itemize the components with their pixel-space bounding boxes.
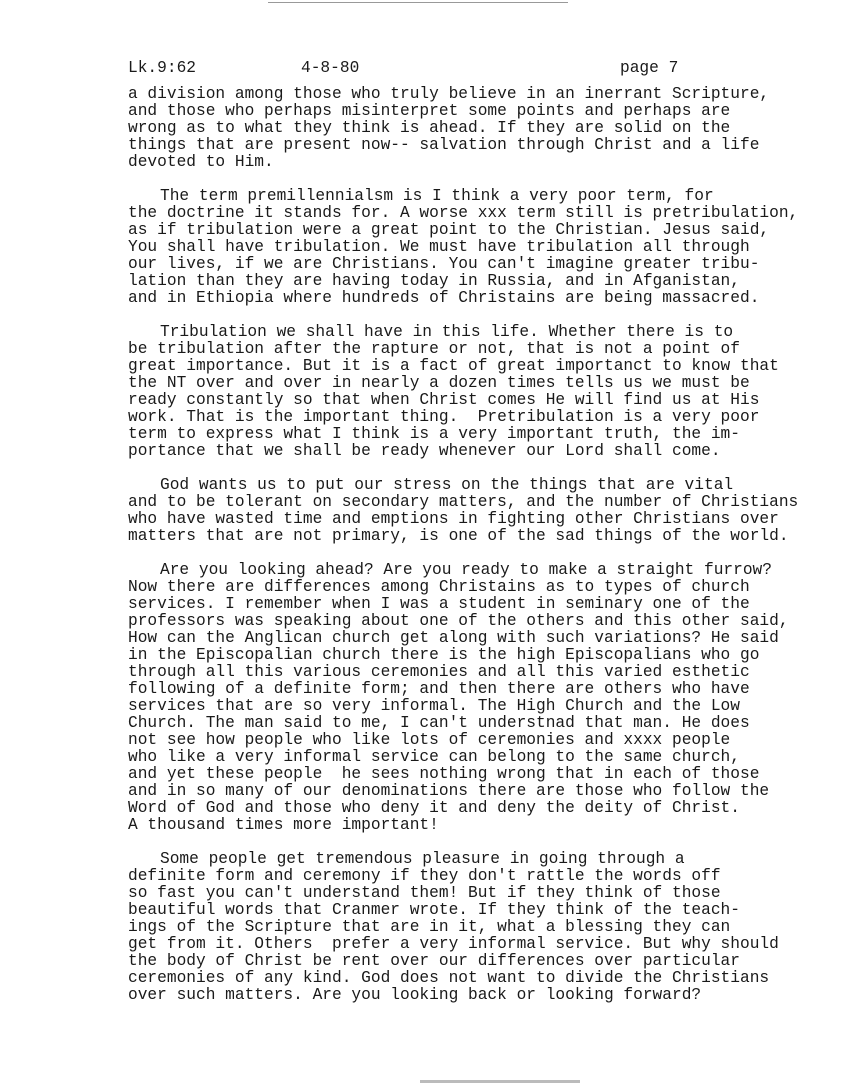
page-number: page 7 <box>620 59 679 77</box>
text-line: services. I remember when I was a student in seminary one of the <box>128 595 750 613</box>
text-line: not see how people who like lots of ceremonies and xxxx people <box>128 731 731 749</box>
text-line: Word of God and those who deny it and deny the deity of Christ. <box>128 799 740 817</box>
text-line: and in Ethiopia where hundreds of Christains are being massacred. <box>128 289 760 307</box>
text-line: great importance. But it is a fact of great importanct to know that <box>128 357 779 375</box>
text-line: through all this various ceremonies and all this varied esthetic <box>128 663 750 681</box>
text-line: following of a definite form; and then there are others who have <box>128 680 750 698</box>
text-line: the doctrine it stands for. A worse xxx term still is pretribulation, <box>128 204 799 222</box>
scripture-reference: Lk.9:62 <box>128 59 196 77</box>
text-line: in the Episcopalian church there is the high Episcopalians who go <box>128 646 760 664</box>
text-line: matters that are not primary, is one of the sad things of the world. <box>128 527 789 545</box>
text-line: Church. The man said to me, I can't understnad that man. He does <box>128 714 750 732</box>
text-line: things that are present now-- salvation through Christ and a life <box>128 136 760 154</box>
paragraph <box>128 477 848 545</box>
text-line: wrong as to what they think is ahead. If they are solid on the <box>128 119 731 137</box>
scan-artifact <box>268 2 568 3</box>
text-line: Some people get tremendous pleasure in going through a <box>160 850 685 868</box>
paragraph <box>128 324 848 460</box>
text-line: so fast you can't understand them! But if they think of those <box>128 884 721 902</box>
paragraph <box>128 86 848 171</box>
text-line: ings of the Scripture that are in it, what a blessing they can <box>128 918 731 936</box>
paragraph <box>128 851 848 1004</box>
text-line: services that are so very informal. The High Church and the Low <box>128 697 740 715</box>
text-line: ceremonies of any kind. God does not want to divide the Christians <box>128 969 770 987</box>
scan-artifact <box>420 1080 580 1083</box>
text-line: and those who perhaps misinterpret some points and perhaps are <box>128 102 731 120</box>
text-line: the NT over and over in nearly a dozen times tells us we must be <box>128 374 750 392</box>
text-line: a division among those who truly believe in an inerrant Scripture, <box>128 85 770 103</box>
text-line: be tribulation after the rapture or not, that is not a point of <box>128 340 740 358</box>
text-line: ready constantly so that when Christ comes He will find us at His <box>128 391 760 409</box>
text-line: You shall have tribulation. We must have tribulation all through <box>128 238 750 256</box>
text-line: devoted to Him. <box>128 153 274 171</box>
document-body <box>128 86 848 1021</box>
text-line: term to express what I think is a very important truth, the im- <box>128 425 740 443</box>
text-line: Tribulation we shall have in this life. Whether there is to <box>160 323 734 341</box>
text-line: over such matters. Are you looking back or looking forward? <box>128 986 702 1004</box>
text-line: get from it. Others prefer a very informal service. But why should <box>128 935 779 953</box>
paragraph <box>128 562 848 834</box>
text-line: God wants us to put our stress on the things that are vital <box>160 476 734 494</box>
text-line: and to be tolerant on secondary matters, and the number of Christians <box>128 493 799 511</box>
text-line: beautiful words that Cranmer wrote. If they think of the teach- <box>128 901 740 919</box>
text-line: and in so many of our denominations there are those who follow the <box>128 782 770 800</box>
text-line: definite form and ceremony if they don't rattle the words off <box>128 867 721 885</box>
text-line: A thousand times more important! <box>128 816 439 834</box>
text-line: professors was speaking about one of the others and this other said, <box>128 612 789 630</box>
text-line: The term premillennialsm is I think a very poor term, for <box>160 187 714 205</box>
text-line: the body of Christ be rent over our differences over particular <box>128 952 740 970</box>
text-line: who like a very informal service can belong to the same church, <box>128 748 740 766</box>
text-line: and yet these people he sees nothing wrong that in each of those <box>128 765 760 783</box>
text-line: work. That is the important thing. Pretribulation is a very poor <box>128 408 760 426</box>
text-line: Are you looking ahead? Are you ready to make a straight furrow? <box>160 561 772 579</box>
text-line: Now there are differences among Christains as to types of church <box>128 578 750 596</box>
date: 4-8-80 <box>301 59 360 77</box>
text-line: How can the Anglican church get along with such variations? He said <box>128 629 779 647</box>
text-line: portance that we shall be ready whenever our Lord shall come. <box>128 442 721 460</box>
paragraph <box>128 188 848 307</box>
text-line: lation than they are having today in Russia, and in Afganistan, <box>128 272 740 290</box>
text-line: our lives, if we are Christians. You can't imagine greater tribu- <box>128 255 760 273</box>
text-line: as if tribulation were a great point to the Christian. Jesus said, <box>128 221 770 239</box>
text-line: who have wasted time and emptions in fighting other Christians over <box>128 510 779 528</box>
